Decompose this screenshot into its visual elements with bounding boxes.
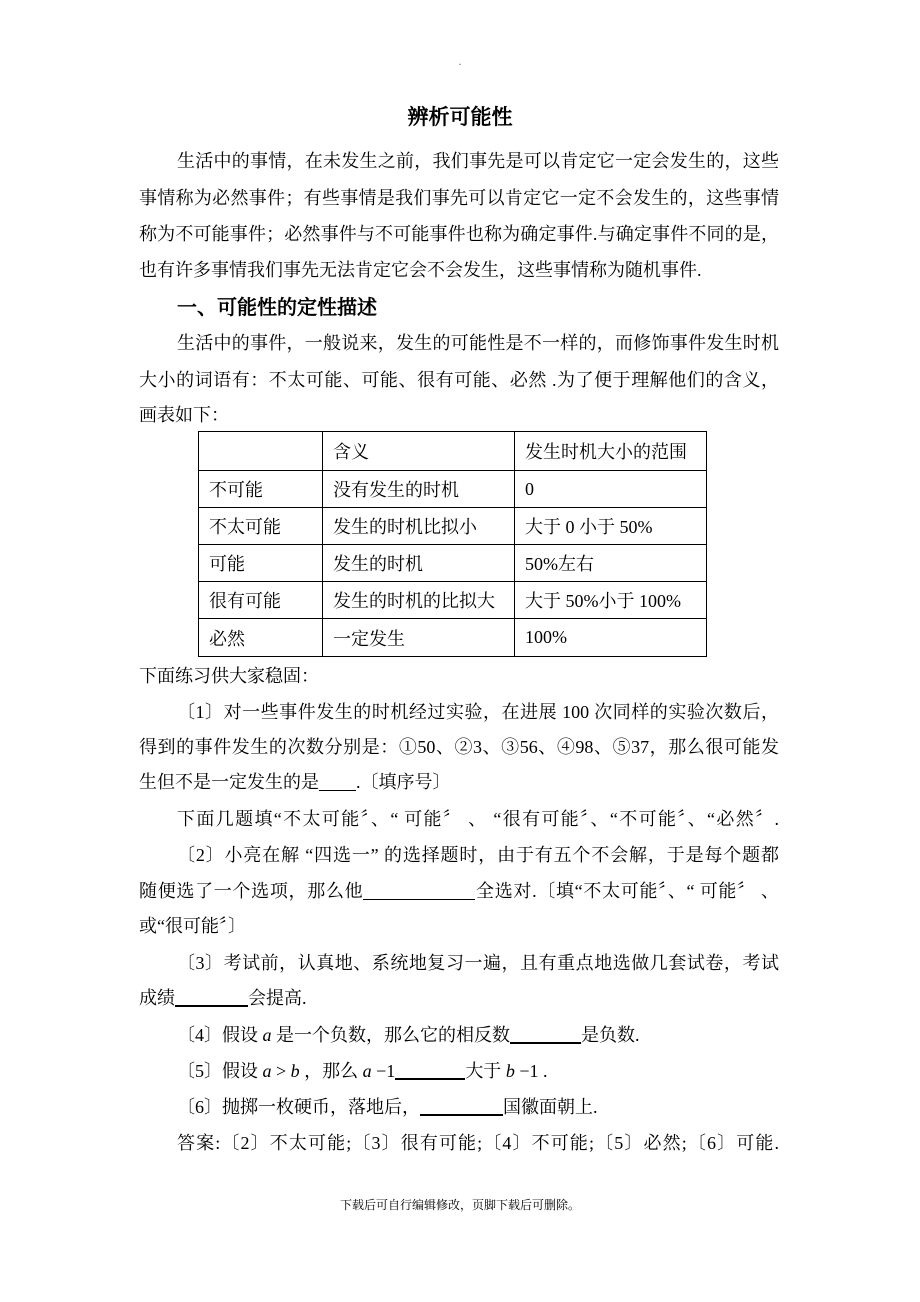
q5-then-text: ，那么 [304, 1061, 359, 1081]
fill-instruction: 下面几题填“不太可能〞、“ 可能〞 、 “很有可能〞、“不可能〞、“必然〞. [177, 809, 779, 829]
q4-text-before-blank: 是一个负数，那么它的相反数 [276, 1025, 510, 1045]
q5-compare-text: 大于 [465, 1061, 502, 1081]
table-row [199, 545, 707, 582]
q5-condition-left: a [262, 1061, 272, 1081]
q5-label: 〔5〕假设 [177, 1061, 258, 1081]
table-cell-meaning: 发生的时机的比拟大 [323, 582, 515, 619]
q5-end: . [542, 1061, 548, 1081]
table-cell-term: 不可能 [199, 471, 323, 508]
page-title: 辨析可能性 [407, 105, 513, 129]
section-line: 画表如下： [139, 405, 229, 425]
answer-blank [319, 776, 356, 791]
q1-line [139, 769, 779, 795]
q1-text-before-blank: 生但不是一定发生的是 [139, 772, 319, 792]
table-cell-range: 0 [515, 471, 707, 508]
table-header-cell [199, 432, 323, 471]
answer-blank [363, 885, 475, 900]
table-row [199, 471, 707, 508]
table-cell-term: 不太可能 [199, 508, 323, 545]
section-line: 生活中的事件，一般说来，发生的可能性是不一样的，而修饰事件发生时机 [177, 333, 779, 353]
table-header-row [199, 432, 707, 471]
top-dot-mark: . [458, 54, 462, 68]
intro-line: 事情称为必然事件；有些事情是我们事先可以肯定它一定不会发生的，这些事情 [139, 188, 779, 208]
practice-intro: 下面练习供大家稳固： [139, 666, 319, 686]
q5-rhs-variable: b [505, 1061, 515, 1081]
q4-variable: a [262, 1025, 272, 1045]
table-cell-meaning: 发生的时机 [323, 545, 515, 582]
q6-text-after-blank: 国徽面朝上. [503, 1097, 598, 1117]
table-header-cell: 含义 [323, 432, 515, 471]
q6-text-before-blank: 〔6〕抛掷一枚硬币，落地后， [177, 1097, 420, 1117]
q3-line [139, 985, 779, 1011]
q2-line: 或“很可能〞〕 [139, 916, 246, 936]
question-4 [177, 1022, 779, 1048]
q2-text-after-blank: 全选对.〔填“不太可能〞、“ 可能〞 、 [475, 881, 779, 901]
intro-line: 称为不可能事件；必然事件与不可能事件也称为确定事件.与确定事件不同的是， [139, 224, 779, 244]
q2-line: 〔2〕小亮在解 “四选一” 的选择题时，由于有五个不会解，于是每个题都 [177, 845, 779, 865]
table-cell-range: 大于 50%小于 100% [515, 582, 707, 619]
answer-blank [420, 1100, 503, 1116]
table-header-cell: 发生时机大小的范围 [515, 432, 707, 471]
intro-line: 也有许多事情我们事先无法肯定它会不会发生，这些事情称为随机事件. [139, 260, 702, 280]
answer-key: 答案:〔2〕不太可能;〔3〕很有可能;〔4〕不可能;〔5〕必然;〔6〕可能. [177, 1133, 779, 1153]
q3-text-before-blank: 成绩 [139, 988, 175, 1008]
question-5 [177, 1058, 779, 1084]
q5-lhs-rest: −1 [376, 1061, 396, 1081]
q3-line: 〔3〕考试前，认真地、系统地复习一遍，且有重点地选做几套试卷，考试 [177, 953, 779, 973]
q5-condition-operator: > [276, 1061, 287, 1081]
question-6 [177, 1094, 779, 1120]
table-cell-meaning: 发生的时机比拟小 [323, 508, 515, 545]
table-cell-term: 必然 [199, 619, 323, 657]
q1-line: 〔1〕对一些事件发生的时机经过实验，在进展 100 次同样的实验次数后， [177, 702, 779, 722]
q4-text-after-blank: 是负数. [581, 1025, 640, 1045]
q3-text-after-blank: 会提高. [248, 988, 307, 1008]
answer-blank [510, 1028, 581, 1044]
table-cell-term: 很有可能 [199, 582, 323, 619]
answer-blank [395, 1064, 465, 1080]
q1-text-after-blank: .〔填序号〕 [356, 772, 451, 792]
q5-condition-right: b [290, 1061, 300, 1081]
answer-blank [175, 991, 248, 1007]
table-cell-term: 可能 [199, 545, 323, 582]
table-cell-meaning: 一定发生 [323, 619, 515, 657]
q2-line [139, 878, 779, 904]
table-cell-range: 50%左右 [515, 545, 707, 582]
table-cell-range: 100% [515, 619, 707, 657]
q5-rhs-rest: −1 [519, 1061, 539, 1081]
q1-line: 得到的事件发生的次数分别是：①50、②3、③56、④98、⑤37，那么很可能发 [139, 737, 779, 757]
table-row [199, 508, 707, 545]
table-cell-range: 大于 0 小于 50% [515, 508, 707, 545]
table-cell-meaning: 没有发生的时机 [323, 471, 515, 508]
table-row [199, 619, 707, 657]
section-line: 大小的词语有：不太可能、可能、很有可能、必然 .为了便于理解他们的含义， [139, 370, 779, 390]
intro-line: 生活中的事情，在未发生之前，我们事先是可以肯定它一定会发生的，这些 [177, 151, 779, 171]
q2-text-before-blank: 随便选了一个选项，那么他 [139, 881, 364, 901]
section-heading: 一、可能性的定性描述 [177, 297, 377, 319]
page-footer: 下载后可自行编辑修改，页脚下载后可删除。 [339, 1198, 580, 1212]
q5-lhs-variable: a [362, 1061, 372, 1081]
table-row [199, 582, 707, 619]
q4-label: 〔4〕假设 [177, 1025, 258, 1045]
possibility-table [198, 431, 707, 657]
